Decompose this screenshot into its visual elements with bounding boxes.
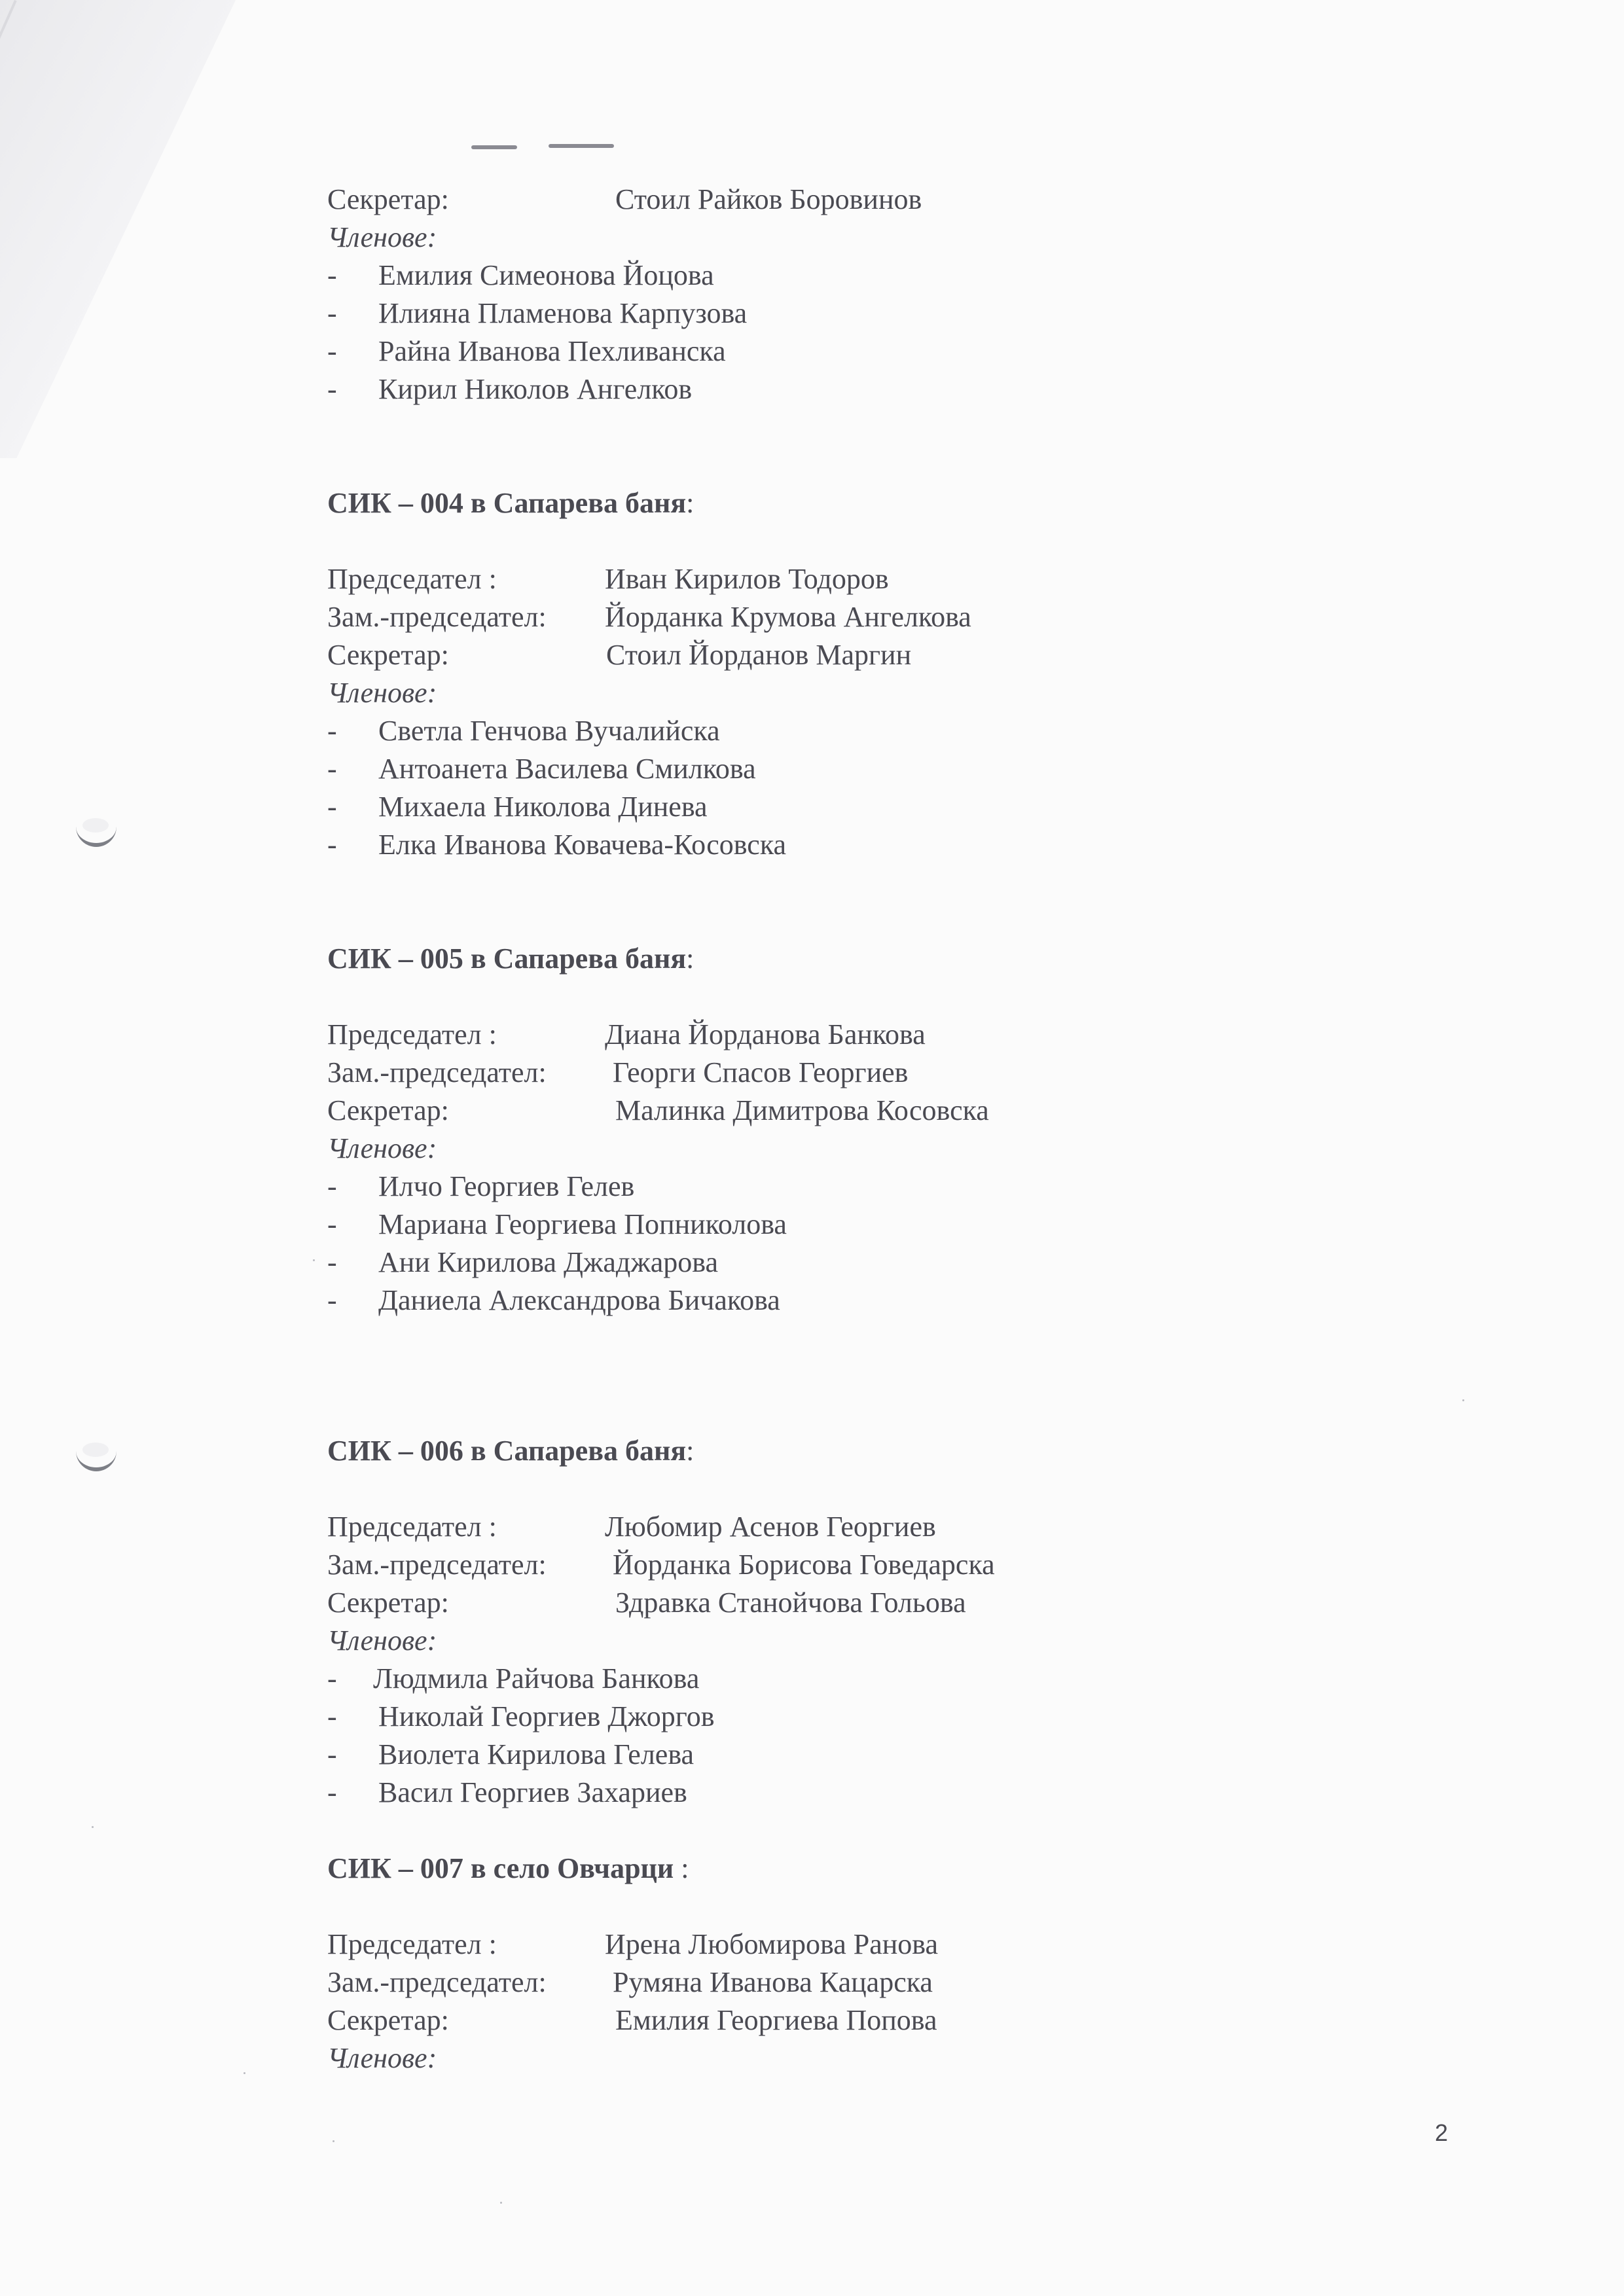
member-row bbox=[327, 1282, 1440, 1319]
list-dash: - bbox=[327, 791, 337, 823]
secretary-name: Емилия Георгиева Попова bbox=[615, 2004, 937, 2036]
chair-row bbox=[327, 1926, 1440, 1964]
list-dash: - bbox=[327, 1738, 337, 1770]
member-name: Виолета Кирилова Гелева bbox=[378, 1738, 695, 1770]
member-name: Антоанета Василева Смилкова bbox=[378, 753, 756, 785]
chair-name: Любомир Асенов Георгиев bbox=[605, 1511, 936, 1543]
chair-label: Председател : bbox=[327, 563, 497, 595]
secretary-label: Секретар: bbox=[327, 2004, 449, 2036]
deputy-row bbox=[327, 1964, 1440, 2001]
deputy-label: Зам.-председател: bbox=[327, 1549, 547, 1581]
members-label: Членове: bbox=[327, 2042, 437, 2074]
secretary-name: Малинка Димитрова Косовска bbox=[615, 1094, 989, 1126]
secretary-row bbox=[327, 1092, 1440, 1130]
document-body bbox=[327, 181, 1440, 2077]
member-row bbox=[327, 1698, 1440, 1736]
section-heading bbox=[327, 940, 1440, 978]
member-row bbox=[327, 1660, 1440, 1698]
page-number: 2 bbox=[1435, 2119, 1449, 2146]
member-name: Михаела Николова Динева bbox=[378, 791, 708, 823]
list-dash: - bbox=[327, 715, 337, 747]
list-dash: - bbox=[327, 1700, 337, 1732]
member-name: Емилия Симеонова Йоцова bbox=[378, 259, 714, 291]
member-row bbox=[327, 826, 1440, 864]
scan-speck bbox=[92, 1826, 94, 1828]
section-heading-text: СИК – 005 в Сапарева баня bbox=[327, 942, 687, 975]
members-label: Членове: bbox=[327, 1132, 437, 1164]
section-heading bbox=[327, 484, 1440, 522]
secretary-row bbox=[327, 2001, 1440, 2039]
scan-speck bbox=[1462, 1399, 1464, 1401]
members-label: Членове: bbox=[327, 221, 437, 253]
deputy-row bbox=[327, 1546, 1440, 1584]
chair-name: Ирена Любомирова Ранова bbox=[605, 1928, 939, 1960]
deputy-name: Георги Спасов Георгиев bbox=[613, 1056, 909, 1088]
list-dash: - bbox=[327, 1208, 337, 1240]
punch-hole-mark bbox=[76, 1446, 117, 1471]
secretary-name: Здравка Станойчова Гольова bbox=[615, 1587, 966, 1619]
member-name: Светла Генчова Вучалийска bbox=[378, 715, 720, 747]
deputy-name: Йорданка Крумова Ангелкова bbox=[605, 601, 971, 633]
members-label: Членове: bbox=[327, 677, 437, 709]
section-heading-text: СИК – 006 в Сапарева баня bbox=[327, 1435, 687, 1467]
secretary-row bbox=[327, 636, 1440, 674]
section-heading-colon: : bbox=[686, 942, 695, 975]
list-dash: - bbox=[327, 1284, 337, 1316]
scan-speck bbox=[313, 1259, 315, 1261]
deputy-name: Румяна Иванова Кацарска bbox=[613, 1966, 933, 1998]
member-row bbox=[327, 1774, 1440, 1812]
list-dash: - bbox=[327, 297, 337, 329]
scan-mark bbox=[471, 145, 517, 149]
list-dash: - bbox=[327, 829, 337, 861]
list-dash: - bbox=[327, 259, 337, 291]
member-name: Кирил Николов Ангелков bbox=[378, 373, 693, 405]
member-row bbox=[327, 257, 1440, 295]
deputy-row bbox=[327, 598, 1440, 636]
section-heading bbox=[327, 1850, 1440, 1888]
member-name: Николай Георгиев Джоргов bbox=[378, 1700, 715, 1732]
member-name: Людмила Райчова Банкова bbox=[373, 1662, 700, 1695]
member-row bbox=[327, 332, 1440, 370]
list-dash: - bbox=[327, 753, 337, 785]
member-row bbox=[327, 1206, 1440, 1244]
list-dash: - bbox=[327, 373, 337, 405]
secretary-name: Стоил Йорданов Маргин bbox=[606, 639, 912, 671]
secretary-label: Секретар: bbox=[327, 639, 449, 671]
member-name: Мариана Георгиева Попниколова bbox=[378, 1208, 787, 1240]
scan-speck bbox=[333, 2140, 334, 2142]
deputy-name: Йорданка Борисова Говедарска bbox=[613, 1549, 995, 1581]
member-row bbox=[327, 788, 1440, 826]
section-heading-text: СИК – 004 в Сапарева баня bbox=[327, 487, 687, 519]
member-name: Райна Иванова Пехливанска bbox=[378, 335, 726, 367]
punch-hole-mark bbox=[76, 822, 117, 847]
list-dash: - bbox=[327, 335, 337, 367]
deputy-row bbox=[327, 1054, 1440, 1092]
member-row bbox=[327, 295, 1440, 332]
secretary-label: Секретар: bbox=[327, 1094, 449, 1126]
member-name: Васил Георгиев Захариев bbox=[378, 1776, 687, 1808]
list-dash: - bbox=[327, 1776, 337, 1808]
chair-row bbox=[327, 1508, 1440, 1546]
chair-name: Диана Йорданова Банкова bbox=[605, 1018, 926, 1050]
scan-speck bbox=[244, 2072, 245, 2074]
chair-label: Председател : bbox=[327, 1511, 497, 1543]
chair-row bbox=[327, 560, 1440, 598]
section-heading bbox=[327, 1432, 1440, 1470]
section-heading-colon: : bbox=[686, 487, 695, 519]
chair-name: Иван Кирилов Тодоров bbox=[605, 563, 889, 595]
deputy-label: Зам.-председател: bbox=[327, 1966, 547, 1998]
section-heading-colon: : bbox=[686, 1435, 695, 1467]
member-row bbox=[327, 712, 1440, 750]
section-heading-text: СИК – 007 в село Овчарци bbox=[327, 1852, 674, 1884]
member-name: Ани Кирилова Джаджарова bbox=[378, 1246, 718, 1278]
section-heading-colon: : bbox=[674, 1852, 689, 1884]
chair-label: Председател : bbox=[327, 1018, 497, 1050]
secretary-label: Секретар: bbox=[327, 1587, 449, 1619]
scan-speck bbox=[500, 2202, 502, 2204]
members-label: Членове: bbox=[327, 1624, 437, 1657]
member-name: Илчо Георгиев Гелев bbox=[378, 1170, 635, 1202]
secretary-row bbox=[327, 181, 1440, 219]
member-name: Даниела Александрова Бичакова bbox=[378, 1284, 780, 1316]
member-row bbox=[327, 370, 1440, 408]
deputy-label: Зам.-председател: bbox=[327, 1056, 547, 1088]
member-name: Илияна Пламенова Карпузова bbox=[378, 297, 748, 329]
member-row bbox=[327, 750, 1440, 788]
secretary-row bbox=[327, 1584, 1440, 1622]
secretary-label: Секретар: bbox=[327, 183, 449, 215]
folded-corner-shadow bbox=[0, 0, 236, 458]
chair-row bbox=[327, 1016, 1440, 1054]
secretary-name: Стоил Райков Боровинов bbox=[615, 183, 922, 215]
chair-label: Председател : bbox=[327, 1928, 497, 1960]
member-row bbox=[327, 1736, 1440, 1774]
list-dash: - bbox=[327, 1662, 337, 1695]
member-row bbox=[327, 1244, 1440, 1282]
member-row bbox=[327, 1168, 1440, 1206]
deputy-label: Зам.-председател: bbox=[327, 601, 547, 633]
list-dash: - bbox=[327, 1246, 337, 1278]
scan-mark bbox=[549, 144, 614, 148]
list-dash: - bbox=[327, 1170, 337, 1202]
member-name: Елка Иванова Ковачева-Косовска bbox=[378, 829, 787, 861]
